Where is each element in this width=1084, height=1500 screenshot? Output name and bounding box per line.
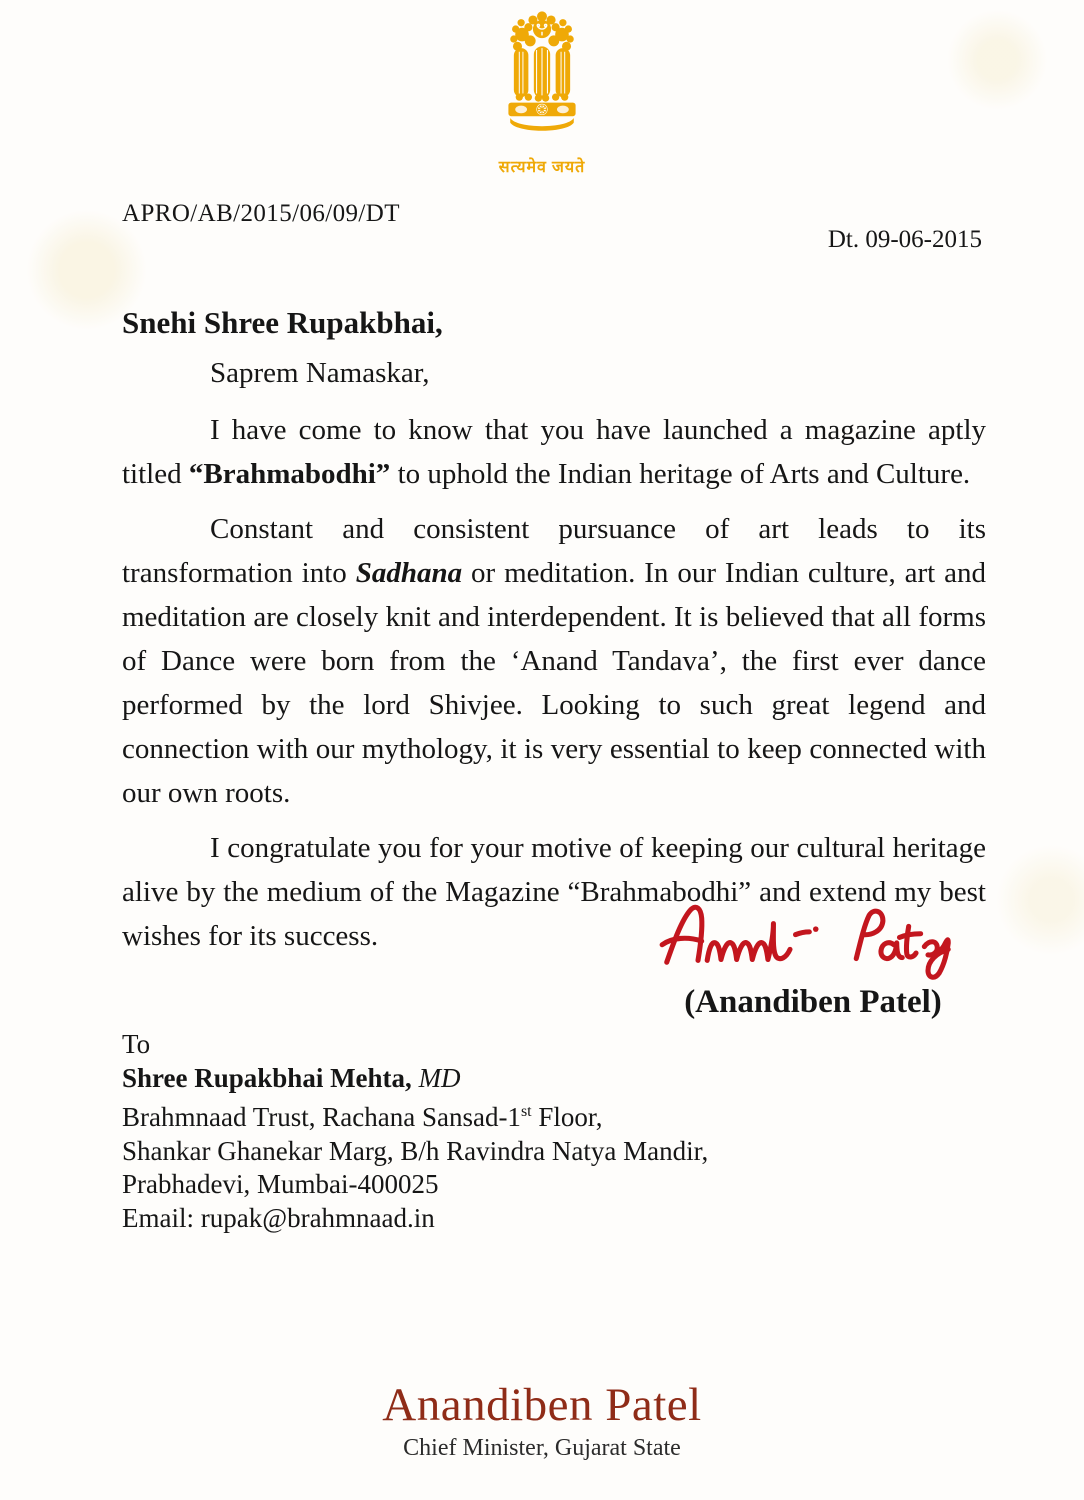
footer-title: Chief Minister, Gujarat State (403, 1435, 681, 1461)
emblem-motto: सत्यमेव जयते (498, 159, 586, 176)
recipient-line-2: Shankar Ghanekar Marg, B/h Ravindra Natya Mandir, (122, 1135, 709, 1166)
reference-number: APRO/AB/2015/06/09/DT (122, 200, 400, 227)
paragraph-1-text: I have come to know that you have launched a magazine aptly titled (122, 414, 986, 490)
emblem-block (0, 10, 1084, 177)
paragraph-2-text: Constant and consistent pursuance of art leads to its transformation into (122, 513, 986, 589)
paragraph-1-text-end: to uphold the Indian heritage of Arts and Culture. (390, 458, 971, 490)
to-label: To (122, 1029, 151, 1059)
ashoka-lion-capital-icon (483, 10, 601, 148)
handwritten-signature (643, 896, 983, 988)
signature-block (638, 896, 988, 1021)
letterhead-footer (0, 1378, 1084, 1462)
recipient-designation: MD (418, 1062, 461, 1093)
magazine-name-bold: “Brahmabodhi” (188, 458, 391, 490)
recipient-name-line (122, 1062, 708, 1096)
greeting: Saprem Namaskar, (210, 357, 430, 389)
recipient-line-1-text: Brahmnaad Trust, Rachana Sansad-1 (122, 1102, 521, 1132)
printed-signer-name: (Anandiben Patel) (684, 984, 942, 1020)
paragraph-2-text-end: or meditation. In our Indian culture, art and meditation are closely knit and interdependent. It is believed that all forms of Dance were born from the ‘Anand Tandava’, the first ever dance performed by the lord Shivjee. Looking to such great legend and connection with our mythology, it is very essential to keep connected with our own roots. (122, 557, 986, 809)
paragraph-1 (122, 408, 986, 496)
letter-body (122, 297, 986, 958)
paragraph-2 (122, 507, 986, 815)
ordinal-superscript: st (520, 1103, 532, 1120)
salutation: Snehi Shree Rupakbhai, (122, 305, 443, 340)
paragraph-3: I congratulate you for your motive of keeping our cultural heritage alive by the medium of the Magazine “Brahmabodhi” and extend my best wishes for its success. (122, 832, 986, 952)
letter-date: Dt. 09-06-2015 (827, 226, 982, 253)
recipient-email: Email: rupak@brahmnaad.in (122, 1202, 435, 1233)
recipient-line-3: Prabhadevi, Mumbai-400025 (122, 1169, 439, 1199)
recipient-name: Shree Rupakbhai Mehta, (122, 1062, 412, 1093)
recipient-line-1-end: Floor, (531, 1102, 603, 1132)
sadhana-italic: Sadhana (355, 557, 463, 589)
footer-name: Anandiben Patel (382, 1379, 702, 1431)
recipient-line-1 (122, 1095, 708, 1135)
recipient-address (122, 1028, 708, 1235)
